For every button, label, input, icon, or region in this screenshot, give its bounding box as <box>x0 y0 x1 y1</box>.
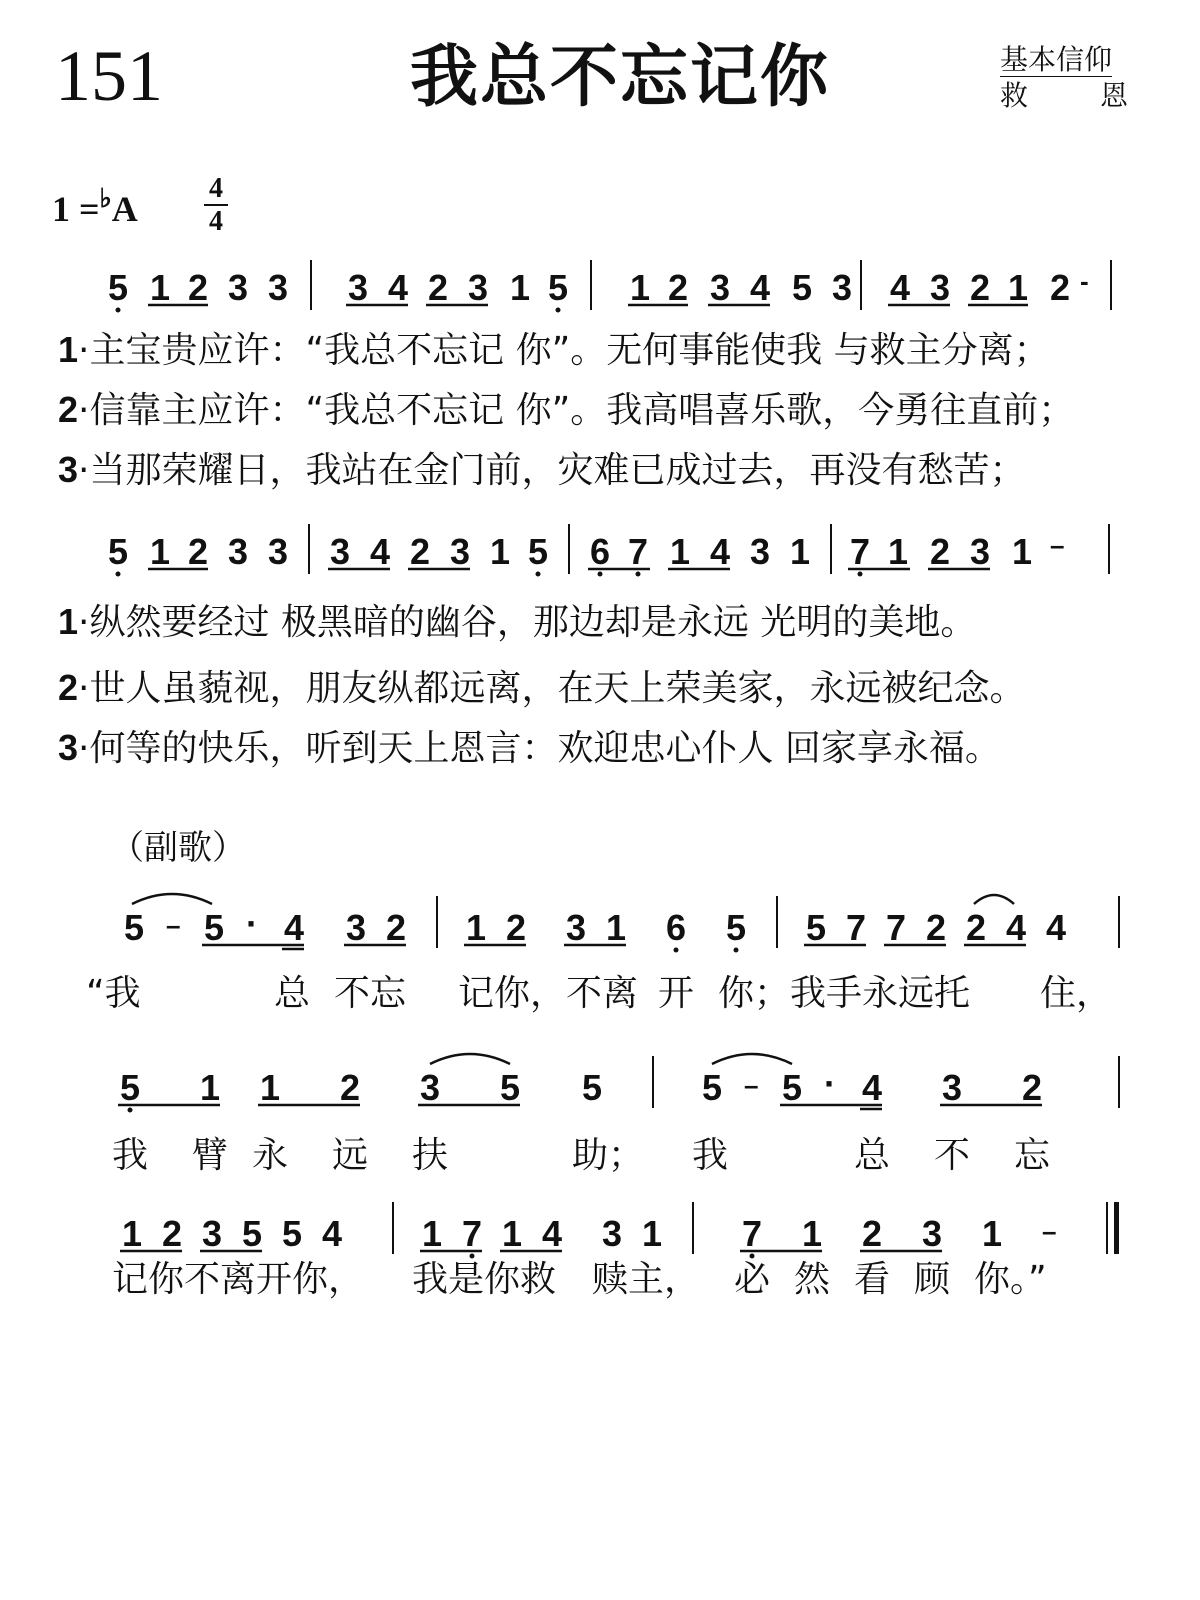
lyric-syllable: 总 <box>854 1135 891 1176</box>
lyric-syllable: 我 <box>692 1135 729 1176</box>
lyric-syllable: 忘 <box>1014 1135 1051 1176</box>
slur <box>132 894 212 904</box>
chorus-melody-line-2 <box>0 1050 1200 1114</box>
lyric-syllable: 臂 <box>192 1135 229 1176</box>
note: 2 <box>188 531 209 572</box>
note: 2 <box>1050 267 1071 308</box>
note: 1 <box>150 267 171 308</box>
note: 3 <box>268 531 289 572</box>
low-dot <box>858 572 863 577</box>
note: 1 <box>490 531 511 572</box>
verse-text: 纵然要经过 极黑暗的幽谷，那边却是永远 光明的美地。 <box>89 602 977 643</box>
note: 3 <box>228 531 249 572</box>
barline <box>568 524 570 574</box>
note: 1 <box>630 267 651 308</box>
lyric-syllable: 扶 <box>412 1135 449 1176</box>
note: 3 <box>832 267 853 308</box>
lyric-syllable: 不 <box>934 1135 971 1176</box>
note: 2 <box>506 907 527 948</box>
verse-text: 主宝贵应许：“我总不忘记 你”。无何事能使我 与救主分离； <box>89 330 1050 371</box>
note: 5 <box>726 907 747 948</box>
flat-symbol: ♭ <box>99 184 112 213</box>
hymn-title: 我总不忘记你 <box>409 38 830 117</box>
note: 3 <box>750 531 771 572</box>
note: 3 <box>922 1213 943 1254</box>
time-signature-top: 4 <box>209 173 223 204</box>
barline <box>830 524 832 574</box>
note: 5 <box>282 1213 303 1254</box>
chorus-melody-line-3 <box>0 1196 1200 1260</box>
verse-text: 何等的快乐，听到天上恩言：欢迎忠心仆人 回家享永福。 <box>89 728 1001 769</box>
dash: - <box>1080 266 1089 296</box>
note: 7 <box>628 531 649 572</box>
lyric-syllable: 不忘 <box>334 973 407 1014</box>
note: 1 <box>982 1213 1003 1254</box>
chorus-melody-line-3-marks <box>0 1196 1200 1260</box>
slur <box>430 1054 510 1064</box>
note: 2 <box>926 907 947 948</box>
note: 3 <box>348 267 369 308</box>
key-note: A <box>111 189 138 229</box>
low-dot <box>598 572 603 577</box>
low-dot <box>536 572 541 577</box>
final-barline-thick <box>1114 1202 1119 1254</box>
note: 4 <box>284 907 305 948</box>
note: 2 <box>162 1213 183 1254</box>
lyric-syllable: 远 <box>332 1135 369 1176</box>
note: 4 <box>862 1067 883 1108</box>
verse-melody-line-1 <box>0 260 1200 320</box>
low-dot <box>116 572 121 577</box>
barline <box>1118 896 1120 948</box>
note: 6 <box>666 907 687 948</box>
note: 4 <box>750 267 771 308</box>
note: 1 <box>510 267 531 308</box>
note: 3 <box>268 267 289 308</box>
note: 1 <box>466 907 487 948</box>
lyric-syllable: 赎主， <box>592 1259 701 1300</box>
verse-melody-line-2-marks <box>0 524 1200 584</box>
note: 1 <box>802 1213 823 1254</box>
barline <box>590 260 592 310</box>
note: 4 <box>322 1213 343 1254</box>
note: 6 <box>590 531 611 572</box>
note: 4 <box>710 531 731 572</box>
low-dot <box>636 572 641 577</box>
lyric-syllable: 必 <box>734 1259 771 1300</box>
note: 3 <box>930 267 951 308</box>
barline <box>776 896 778 948</box>
note: 4 <box>890 267 911 308</box>
note: 3 <box>346 907 367 948</box>
note: 4 <box>1046 907 1067 948</box>
note: 2 <box>386 907 407 948</box>
category-bottom-char-2: 恩 <box>1099 79 1128 112</box>
note: 3 <box>202 1213 223 1254</box>
note: 5 <box>806 907 827 948</box>
chorus-melody-line-1-marks <box>0 890 1200 954</box>
lyric-syllable: 开 <box>658 973 695 1014</box>
note: 4 <box>1006 907 1027 948</box>
lyric-syllable: 你。” <box>974 1259 1047 1300</box>
low-dot <box>750 1254 755 1259</box>
note: 1 <box>260 1067 281 1108</box>
note: 2 <box>862 1213 883 1254</box>
barline <box>310 260 312 310</box>
note: 5 <box>582 1067 603 1108</box>
verse-text: 当那荣耀日，我站在金门前，灾难已成过去，再没有愁苦； <box>89 450 1026 491</box>
verse-text: 世人虽藐视，朋友纵都远离，在天上荣美家，永远被纪念。 <box>89 668 1026 709</box>
note: 2 <box>1022 1067 1043 1108</box>
note: 2 <box>410 531 431 572</box>
verse-1-line-1: 1·主宝贵应许：“我总不忘记 你”。无何事能使我 与救主分离； <box>58 329 1050 371</box>
dash: – <box>1042 1216 1057 1246</box>
low-dot <box>470 1254 475 1259</box>
note: 1 <box>670 531 691 572</box>
note: 4 <box>542 1213 563 1254</box>
note: 5 <box>792 267 813 308</box>
note: 3 <box>602 1213 623 1254</box>
note: 1 <box>606 907 627 948</box>
key-prefix: 1 = <box>52 189 100 229</box>
note: 5 <box>548 267 569 308</box>
note: 1 <box>790 531 811 572</box>
note: 5 <box>204 907 225 948</box>
chorus-melody-line-2-marks <box>0 1050 1200 1114</box>
low-dot <box>556 308 561 313</box>
note: 3 <box>710 267 731 308</box>
note: 5 <box>242 1213 263 1254</box>
note: 3 <box>420 1067 441 1108</box>
key-signature <box>52 186 138 227</box>
note: 2 <box>966 907 987 948</box>
verse-text: 信靠主应许：“我总不忘记 你”。我高唱喜乐歌，今勇往直前； <box>89 390 1075 431</box>
verse-2-line-1: 2·信靠主应许：“我总不忘记 你”。我高唱喜乐歌，今勇往直前； <box>58 389 1075 431</box>
lyric-syllable: 记你，不离 <box>458 973 639 1014</box>
note: 1 <box>1012 531 1033 572</box>
lyric-syllable: 我 <box>112 1135 149 1176</box>
chorus-label: （副歌） <box>110 828 246 868</box>
barline <box>692 1202 694 1254</box>
verse-2-line-2: 2·世人虽藐视，朋友纵都远离，在天上荣美家，永远被纪念。 <box>58 667 1026 709</box>
note: 2 <box>428 267 449 308</box>
lyric-syllable: 我是你救 <box>412 1259 557 1300</box>
note: 2 <box>930 531 951 572</box>
barline <box>1108 524 1110 574</box>
note: 1 <box>122 1213 143 1254</box>
note: 5 <box>702 1067 723 1108</box>
category-top: 基本信仰 <box>1000 43 1113 76</box>
barline <box>1110 260 1112 310</box>
time-signature <box>204 175 228 236</box>
note: 7 <box>850 531 871 572</box>
note: 2 <box>668 267 689 308</box>
dash: – <box>1050 530 1065 560</box>
verse-3-line-1: 3·当那荣耀日，我站在金门前，灾难已成过去，再没有愁苦； <box>58 449 1026 491</box>
verse-number: 2 <box>58 389 79 430</box>
time-signature-bottom: 4 <box>209 206 223 237</box>
note: 1 <box>1008 267 1029 308</box>
note: 5 <box>782 1067 803 1108</box>
barline <box>436 896 438 948</box>
note: 1 <box>642 1213 663 1254</box>
verse-number: 1 <box>58 601 79 642</box>
hymn-number: 151 <box>55 36 163 116</box>
chorus-melody-line-1 <box>0 890 1200 954</box>
note: 2 <box>970 267 991 308</box>
note: 1 <box>200 1067 221 1108</box>
note: 3 <box>566 907 587 948</box>
note: 2 <box>188 267 209 308</box>
note: 3 <box>468 267 489 308</box>
verse-melody-line-1-marks <box>0 260 1200 320</box>
low-dot <box>674 948 679 953</box>
barline <box>1118 1056 1120 1108</box>
note: 3 <box>228 267 249 308</box>
barline <box>652 1056 654 1108</box>
verse-number: 1 <box>58 329 79 370</box>
note: 4 <box>370 531 391 572</box>
dot: · <box>824 1063 836 1104</box>
lyric-syllable: 住， <box>1040 973 1113 1014</box>
note: 7 <box>742 1213 763 1254</box>
dash: – <box>744 1070 759 1100</box>
barline <box>308 524 310 574</box>
lyric-syllable: 助； <box>572 1135 645 1176</box>
lyric-syllable: “我 <box>86 973 141 1014</box>
note: 4 <box>388 267 409 308</box>
barline <box>860 260 862 310</box>
low-dot <box>128 1108 133 1113</box>
verse-melody-line-2 <box>0 524 1200 584</box>
note: 1 <box>422 1213 443 1254</box>
note: 2 <box>340 1067 361 1108</box>
barline <box>392 1202 394 1254</box>
lyric-syllable: 你；我手永远托 <box>718 973 971 1014</box>
final-barline-thin <box>1106 1202 1108 1254</box>
note: 7 <box>846 907 867 948</box>
low-dot <box>116 308 121 313</box>
note: 5 <box>124 907 145 948</box>
verse-number: 3 <box>58 449 79 490</box>
slur <box>974 895 1014 904</box>
note: 5 <box>108 531 129 572</box>
note: 3 <box>450 531 471 572</box>
note: 7 <box>462 1213 483 1254</box>
category-bottom <box>1000 79 1128 112</box>
low-dot <box>734 948 739 953</box>
note: 1 <box>888 531 909 572</box>
note: 3 <box>970 531 991 572</box>
lyric-syllable: 总 <box>274 973 311 1014</box>
lyric-syllable: 顾 <box>914 1259 951 1300</box>
note: 5 <box>500 1067 521 1108</box>
note: 1 <box>150 531 171 572</box>
note: 5 <box>528 531 549 572</box>
lyric-syllable: 记你不离开你， <box>112 1259 365 1300</box>
note: 3 <box>330 531 351 572</box>
slur <box>712 1054 792 1064</box>
lyric-syllable: 永 <box>252 1135 289 1176</box>
verse-1-line-2: 1·纵然要经过 极黑暗的幽谷，那边却是永远 光明的美地。 <box>58 601 977 643</box>
note: 3 <box>942 1067 963 1108</box>
verse-3-line-2: 3·何等的快乐，听到天上恩言：欢迎忠心仆人 回家享永福。 <box>58 727 1001 769</box>
dot: · <box>246 903 258 944</box>
dash: – <box>166 910 181 940</box>
note: 1 <box>502 1213 523 1254</box>
note: 5 <box>108 267 129 308</box>
verse-number: 2 <box>58 667 79 708</box>
note: 7 <box>886 907 907 948</box>
category-bottom-char-1: 救 <box>1000 79 1029 112</box>
note: 5 <box>120 1067 141 1108</box>
lyric-syllable: 看 <box>854 1259 891 1300</box>
lyric-syllable: 然 <box>794 1259 831 1300</box>
verse-number: 3 <box>58 727 79 768</box>
